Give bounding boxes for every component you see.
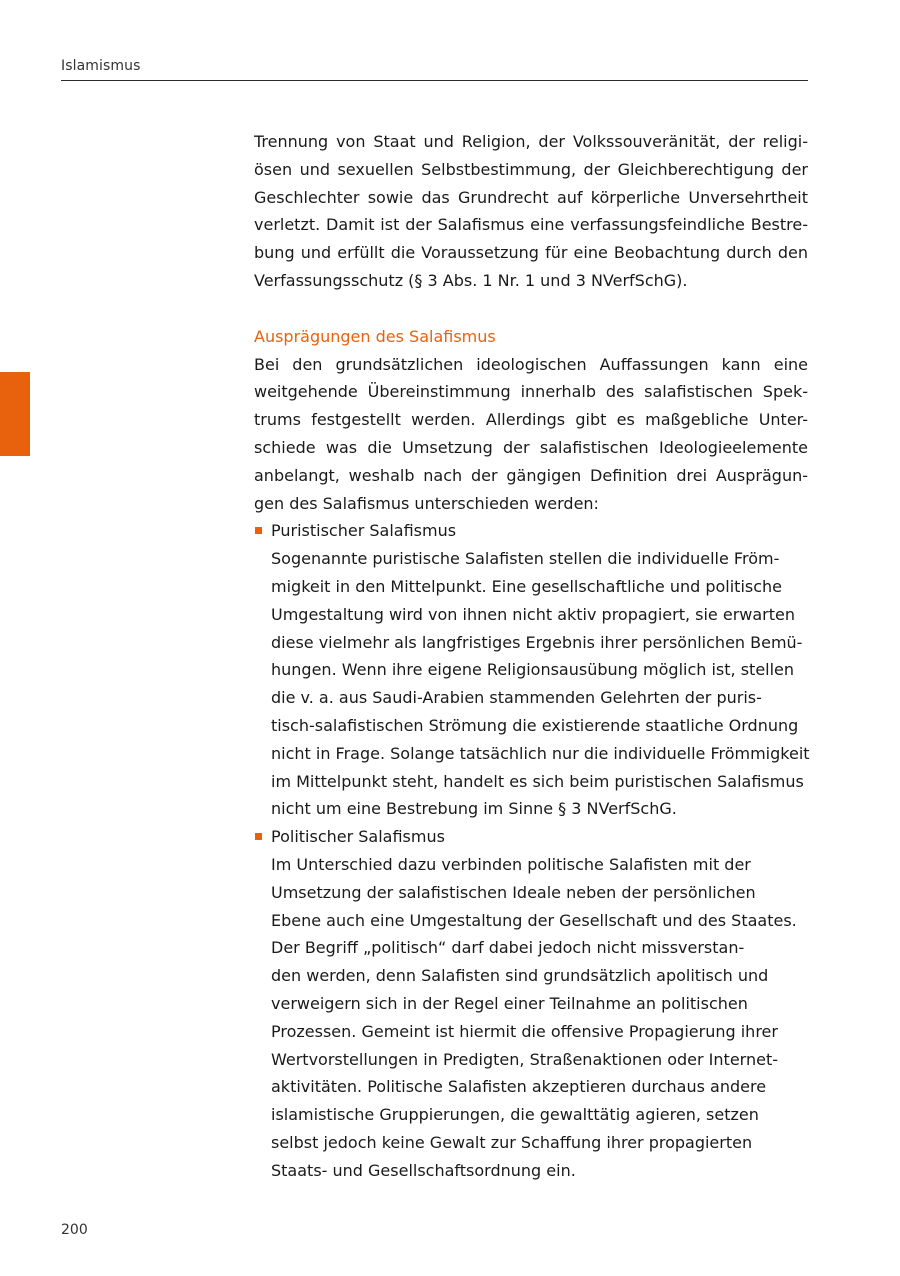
- paragraph-line: schiede was die Umsetzung der salafistischen Ideologieelemente: [254, 437, 808, 457]
- paragraph-line: Bei den grundsätzlichen ideologischen Auffassungen kann eine: [254, 354, 808, 374]
- paragraph-line: trums festgestellt werden. Allerdings gibt es maßgebliche Unter-: [254, 410, 808, 430]
- square-bullet-icon: [255, 833, 262, 840]
- paragraph-line: Trennung von Staat und Religion, der Volkssouveränität, der religi-: [254, 132, 808, 151]
- bullet-body: [254, 545, 808, 823]
- bullet-body-line: aktivitäten. Politische Salafisten akzeptieren durchaus andere: [271, 1077, 767, 1097]
- bullet-body-line: Ebene auch eine Umgestaltung der Gesellschaft und des Staates.: [271, 910, 797, 930]
- bullet-body-line: Im Unterschied dazu verbinden politische Salafisten mit der: [271, 854, 751, 874]
- bullet-title-line: [254, 823, 808, 851]
- bullet-body-line: Prozessen. Gemeint ist hiermit die offensive Propagierung ihrer: [271, 1021, 778, 1041]
- square-bullet-icon: [255, 527, 262, 534]
- bullet-body-line: nicht um eine Bestrebung im Sinne § 3 NVerfSchG.: [271, 799, 677, 819]
- paragraph-line: anbelangt, weshalb nach der gängigen Definition drei Ausprägun-: [254, 465, 808, 485]
- bullet-body-line: Umgestaltung wird von ihnen nicht aktiv propagiert, sie erwarten: [271, 604, 795, 624]
- paragraph-line: bung und erfüllt die Voraussetzung für eine Beobachtung durch den: [254, 243, 808, 263]
- page-number: 200: [61, 1222, 88, 1238]
- bullet-item-puristic: [254, 517, 808, 823]
- bullet-body-line: migkeit in den Mittelpunkt. Eine gesellschaftliche und politische: [271, 576, 783, 596]
- paragraph-line: gen des Salafismus unterschieden werden:: [254, 493, 599, 513]
- chapter-side-tab: [0, 372, 30, 456]
- section-paragraph: [254, 351, 808, 518]
- bullet-body-line: islamistische Gruppierungen, die gewalttätig agieren, setzen: [271, 1105, 759, 1125]
- bullet-body-line: im Mittelpunkt steht, handelt es sich beim puristischen Salafismus: [271, 771, 804, 791]
- paragraph-line: Verfassungsschutz (§ 3 Abs. 1 Nr. 1 und 3 NVerfSchG).: [254, 270, 688, 290]
- paragraph-line: verletzt. Damit ist der Salafismus eine verfassungsfeindliche Bestre-: [254, 215, 808, 235]
- bullet-body-line: die v. a. aus Saudi-Arabien stammenden Gelehrten der puris-: [271, 688, 762, 708]
- header-rule: [61, 80, 808, 81]
- section-heading: Ausprägungen des Salafismus: [254, 326, 496, 346]
- bullet-body-line: Umsetzung der salafistischen Ideale neben der persönlichen: [271, 882, 756, 902]
- paragraph-line: Geschlechter sowie das Grundrecht auf körperliche Unversehrtheit: [254, 187, 808, 207]
- bullet-body-line: verweigern sich in der Regel einer Teilnahme an politischen: [271, 993, 748, 1013]
- page-body: [254, 128, 808, 1184]
- bullet-body-line: selbst jedoch keine Gewalt zur Schaffung ihrer propagierten: [271, 1132, 753, 1152]
- running-head-title: Islamismus: [61, 58, 141, 74]
- bullet-body: [254, 851, 808, 1185]
- bullet-body-line: tisch-salafistischen Strömung die existierende staatliche Ordnung: [271, 715, 799, 735]
- paragraph-line: ösen und sexuellen Selbstbestimmung, der Gleichberechtigung der: [254, 159, 808, 179]
- bullet-body-line: Wertvorstellungen in Predigten, Straßenaktionen oder Internet-: [271, 1049, 778, 1069]
- bullet-title: Puristischer Salafismus: [271, 521, 457, 541]
- bullet-body-line: nicht in Frage. Solange tatsächlich nur die individuelle Frömmigkeit: [271, 743, 810, 763]
- bullet-body-line: Sogenannte puristische Salafisten stellen die individuelle Fröm-: [271, 549, 780, 569]
- bullet-title-line: [254, 517, 808, 545]
- bullet-body-line: den werden, denn Salafisten sind grundsätzlich apolitisch und: [271, 966, 769, 986]
- intro-paragraph: [254, 128, 808, 295]
- bullet-title: Politischer Salafismus: [271, 827, 445, 847]
- bullet-body-line: Der Begriff „politisch“ darf dabei jedoch nicht missverstan-: [271, 938, 745, 958]
- bullet-body-line: diese vielmehr als langfristiges Ergebnis ihrer persönlichen Bemü-: [271, 632, 803, 652]
- bullet-body-line: Staats- und Gesellschaftsordnung ein.: [271, 1160, 576, 1180]
- bullet-body-line: hungen. Wenn ihre eigene Religionsausübung möglich ist, stellen: [271, 660, 795, 680]
- paragraph-line: weitgehende Übereinstimmung innerhalb des salafistischen Spek-: [254, 382, 808, 402]
- bullet-item-political: [254, 823, 808, 1184]
